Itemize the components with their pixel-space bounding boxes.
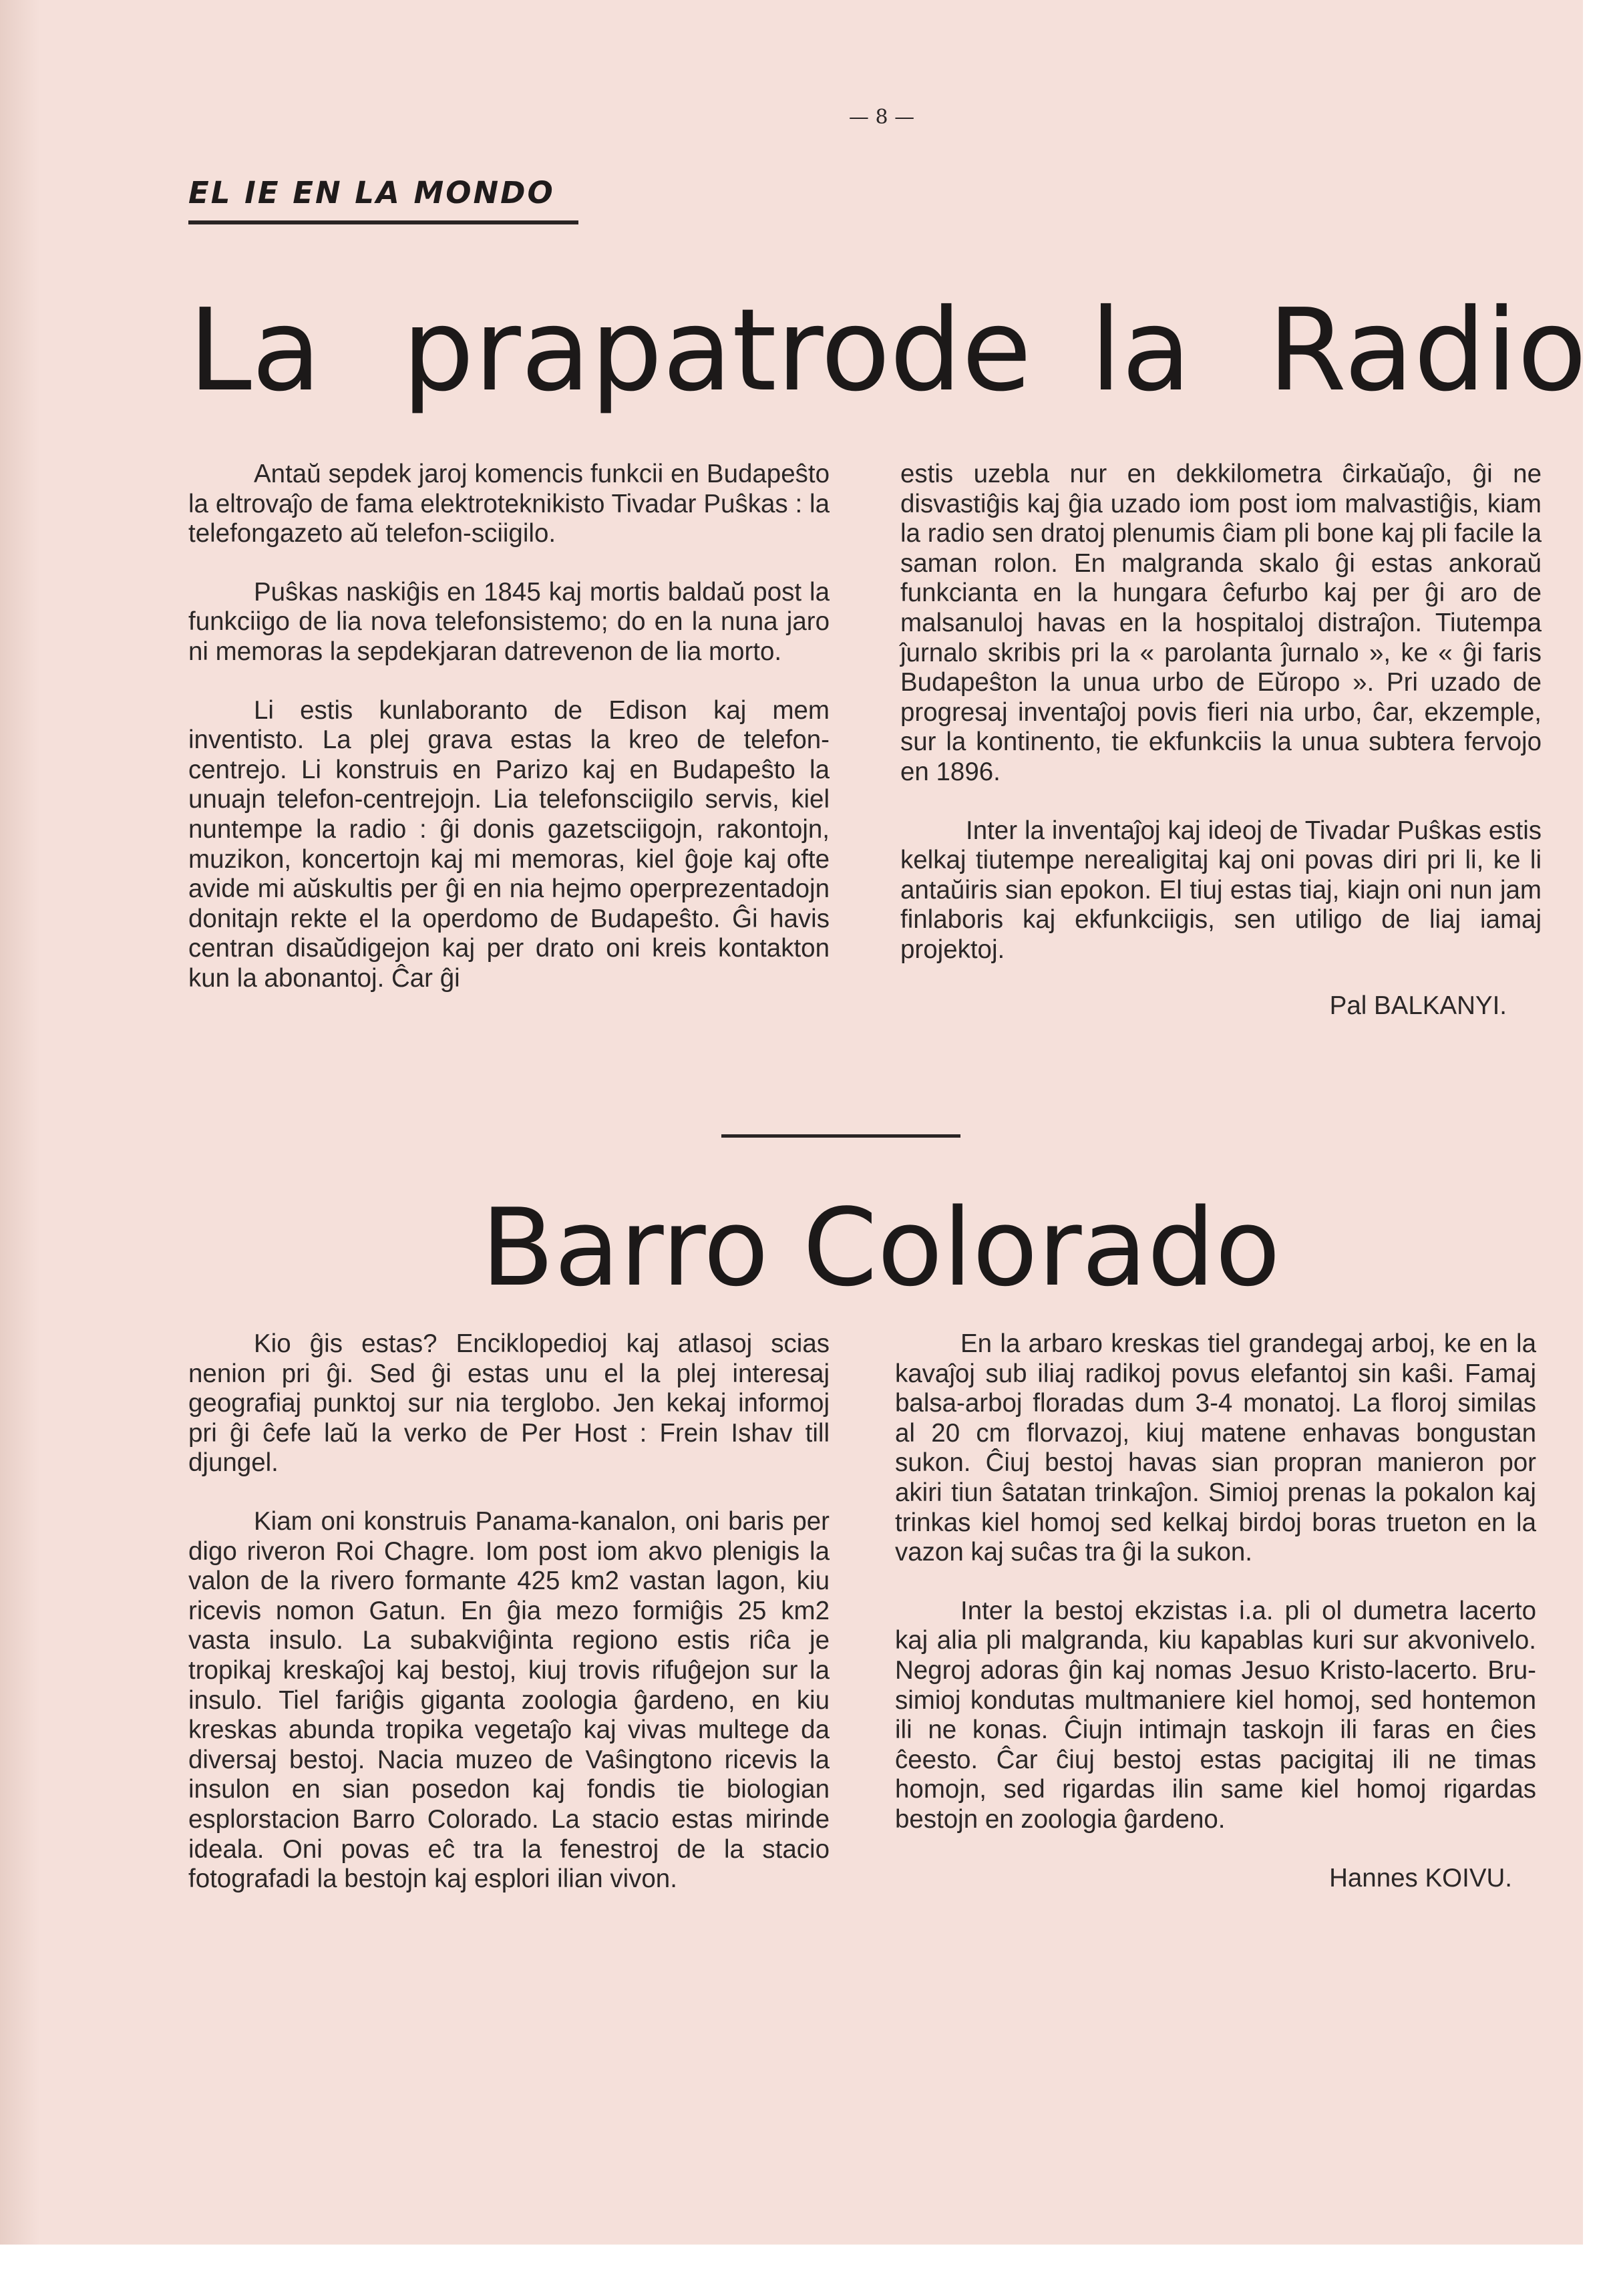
section-heading-underline xyxy=(188,220,578,224)
article1-title-word-4: la xyxy=(1090,285,1192,417)
article1-paragraph-4: estis uzebla nur en dekkilometra ĉirkaŭaĵo, ĝi ne disvastiĝis kaj ĝia uzado iom post iom malvastiĝis, kiam la radio sen dratoj plenumis ĉiam pli bone kaj pli facile la saman rolon. En malgranda skalo ĝi estas ankoraŭ funkcianta en la hungara ĉefurbo kaj per ĝi aro de malsanuloj havas en la hospitaloj distraĵon. Tiutempa ĵurnalo skribis pri la « parolanta ĵurnalo », ke « ĝi faris Budapeŝton la unua urbo de Eŭropo ». Pri uzado de progresaj inventaĵoj povis fieri nia urbo, ĉar, ekzemple, sur la kontinento, tie ekfunkciis la unua subtera fervojo en 1896. xyxy=(900,460,1542,786)
page-number: — 8 — xyxy=(848,106,915,129)
article2-paragraph-1: Kio ĝis estas? Enciklopedioj kaj atlasoj scias nenion pri ĝi. Sed ĝi estas unu el la plej interesaj geografiaj punktoj sur nia terglobo. Jen kekaj informoj pri ĝi ĉefe laŭ la verko de Per Host : Frein Ishav till djungel. xyxy=(188,1329,830,1478)
article1-title-word-1: La xyxy=(188,285,321,417)
article2-signature: Hannes KOIVU. xyxy=(1329,1863,1512,1893)
article2-title: Barro Colorado xyxy=(481,1185,1281,1310)
article2-paragraph-3: En la arbaro kreskas tiel grandegaj arboj, ke en la kavaĵoj sub iliaj radikoj povus elefantoj sin kaŝi. Famaj balsa-arboj floradas dum 3-4 monatoj. La floroj similas al 20 cm florvazoj, kiuj matene enhavas bongustan sukon. Ĉiuj bestoj havas sian propran manieron por akiri tiun ŝatatan trinkaĵon. Simioj prenas la pokalon kaj trinkas kiel homoj sed kelkaj birdoj boras trueton en la vazon kaj suĉas tra ĝi la sukon. xyxy=(895,1329,1536,1567)
article2-paragraph-2: Kiam oni konstruis Panama-kanalon, oni baris per digo riveron Roi Chagre. Iom post iom akvo plenigis la valon de la rivero formante 425 km2 vastan lagon, kiu ricevis nomon Gatun. En ĝia mezo formiĝis 25 km2 vasta insulo. La subakviĝinta regiono estis riĉa je tropikaj kreskaĵoj kaj bestoj, kiuj trovis rifuĝejon sur la insulo. Tiel fariĝis giganta zoologia ĝardeno, en kiu kreskas abunda tropika vegetaĵo kaj vivas multege da diversaj bestoj. Nacia muzeo de Vaŝingtono ricevis la insulon en sian posedon kaj fondis tie biologian esplorstacion Barro Colorado. La stacio estas mirinde ideala. Oni povas eĉ tra la fenestroj de la stacio fotografadi la bestojn kaj esplori ilian vivon. xyxy=(188,1506,830,1894)
article2-column-1 xyxy=(188,1329,830,1895)
article1-paragraph-3: Li estis kunlaboranto de Edison kaj mem inventisto. La plej grava estas la kreo de telefon-centrejo. Li konstruis en Parizo kaj en Budapeŝto la unuajn telefon-centrejojn. Lia telefonsciigilo servis, kiel nuntempe la radio : ĝi donis gazetsciigojn, rakontojn, muzikon, koncertojn kaj mi memoras, kiel ĝoje kaj ofte avide mi aŭskultis per ĝi en nia hejmo operprezentadojn donitajn rekte el la operdomo de Budapeŝto. Ĝi havis centran disaŭdigejon kaj per drato oni kreis kontakton kun la abonantoj. Ĉar ĝi xyxy=(188,695,830,993)
article2-paragraph-4: Inter la bestoj ekzistas i.a. pli ol dumetra lacerto kaj alia pli malgranda, kiu kapablas kuri sur akvonivelo. Negroj adoras ĝin kaj nomas Jesuo Kristo-lacerto. Bru-simioj kondutas multmaniere kiel homoj, sed hontemon ili ne konas. Ĉiujn intimajn taskojn ili faras en ĉies ĉeesto. Ĉar ĉiuj bestoj estas pacigitaj ili ne timas homojn, sed rigardas ilin same kiel homoj rigardas bestojn en zoologia ĝardeno. xyxy=(895,1596,1536,1834)
article1-title-word-3: de xyxy=(890,285,1032,417)
section-heading: EL IE EN LA MONDO xyxy=(188,175,555,210)
article2-column-2 xyxy=(895,1329,1536,1893)
article1-title-word-2: prapatro xyxy=(402,285,890,417)
article1-paragraph-1: Antaŭ sepdek jaroj komencis funkcii en Budapeŝto la eltrovaĵo de fama elektroteknikisto Tivadar Puŝkas : la telefongazeto aŭ telefon-sciigilo. xyxy=(188,460,830,548)
article1-title xyxy=(0,285,1587,417)
article1-paragraph-2: Puŝkas naskiĝis en 1845 kaj mortis baldaŭ post la funkciigo de lia nova telefonsistemo; do en la nuna jaro ni memoras la sepdekjaran datrevenon de lia morto. xyxy=(188,577,830,666)
article-divider xyxy=(721,1134,960,1138)
article1-column-1 xyxy=(188,460,830,994)
article1-title-word-5: Radio xyxy=(1268,285,1587,417)
article1-paragraph-5: Inter la inventaĵoj kaj ideoj de Tivadar Puŝkas estis kelkaj tiutempe nerealigitaj kaj oni povas diri pri li, ke li antaŭiris sian epokon. El tiuj estas tiaj, kiajn oni nun jam finlaboris kaj ekfunkciigis, sen utiligo de liaj iamaj projektoj. xyxy=(900,816,1542,964)
article1-signature: Pal BALKANYI. xyxy=(1329,991,1507,1020)
article1-column-2 xyxy=(900,460,1542,1021)
